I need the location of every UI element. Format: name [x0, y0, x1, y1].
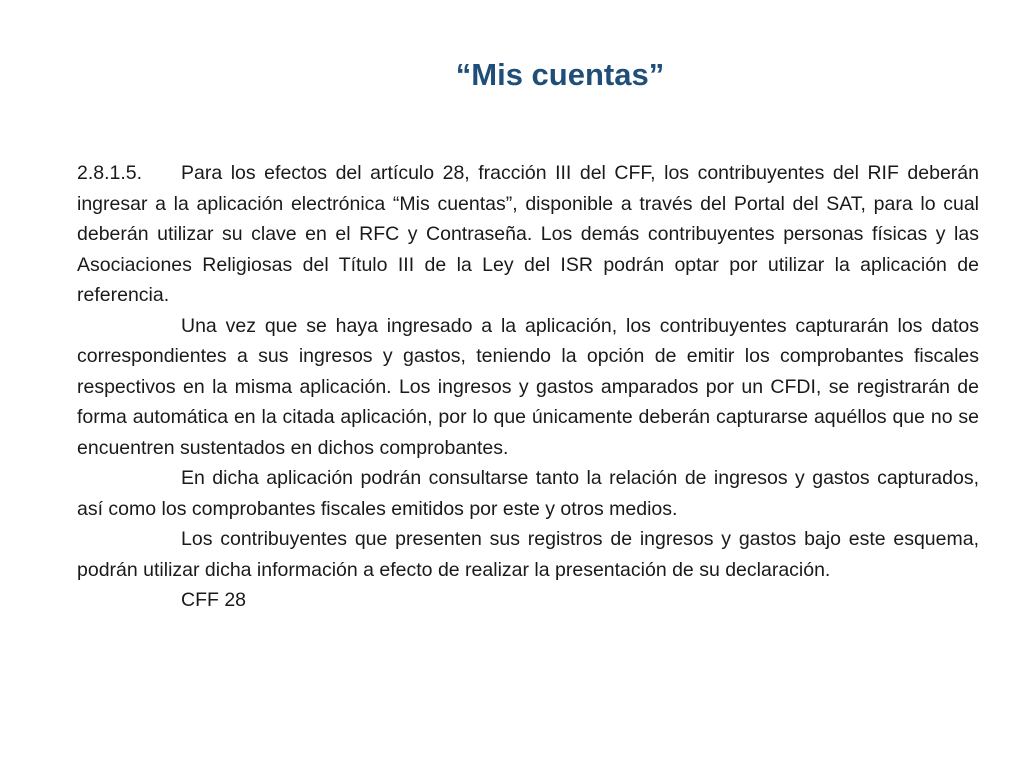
- legal-reference: CFF 28: [181, 589, 247, 611]
- rule-number: 2.8.1.5.: [77, 162, 143, 184]
- paragraph-1: [77, 158, 979, 311]
- slide-body: [77, 158, 979, 616]
- paragraph-4: Los contribuyentes que presenten sus registros de ingresos y gastos bajo este esquema, podrán utilizar dicha información a efecto de realizar la presentación de su declaración.: [77, 528, 979, 581]
- paragraph-1-text: Para los efectos del artículo 28, fracción III del CFF, los contribuyentes del RIF deberán ingresar a la aplicación electrónica “Mis cuentas”, disponible a través del Portal del SAT, para lo cual deberán utilizar su clave en el RFC y Contraseña. Los demás contribuyentes personas físicas y las Asociaciones Religiosas del Título III de la Ley del ISR podrán optar por utilizar la aplicación de referencia.: [77, 162, 979, 306]
- paragraph-3: En dicha aplicación podrán consultarse tanto la relación de ingresos y gastos capturados, así como los comprobantes fiscales emitidos por este y otros medios.: [77, 467, 979, 520]
- slide-title: “Mis cuentas”: [455, 57, 665, 92]
- paragraph-2: Una vez que se haya ingresado a la aplicación, los contribuyentes capturarán los datos correspondientes a sus ingresos y gastos, teniendo la opción de emitir los comprobantes fiscales respectivos en la misma aplicación. Los ingresos y gastos amparados por un CFDI, se registrarán de forma automática en la citada aplicación, por lo que únicamente deberán capturarse aquéllos que no se encuentren sustentados en dichos comprobantes.: [77, 314, 979, 459]
